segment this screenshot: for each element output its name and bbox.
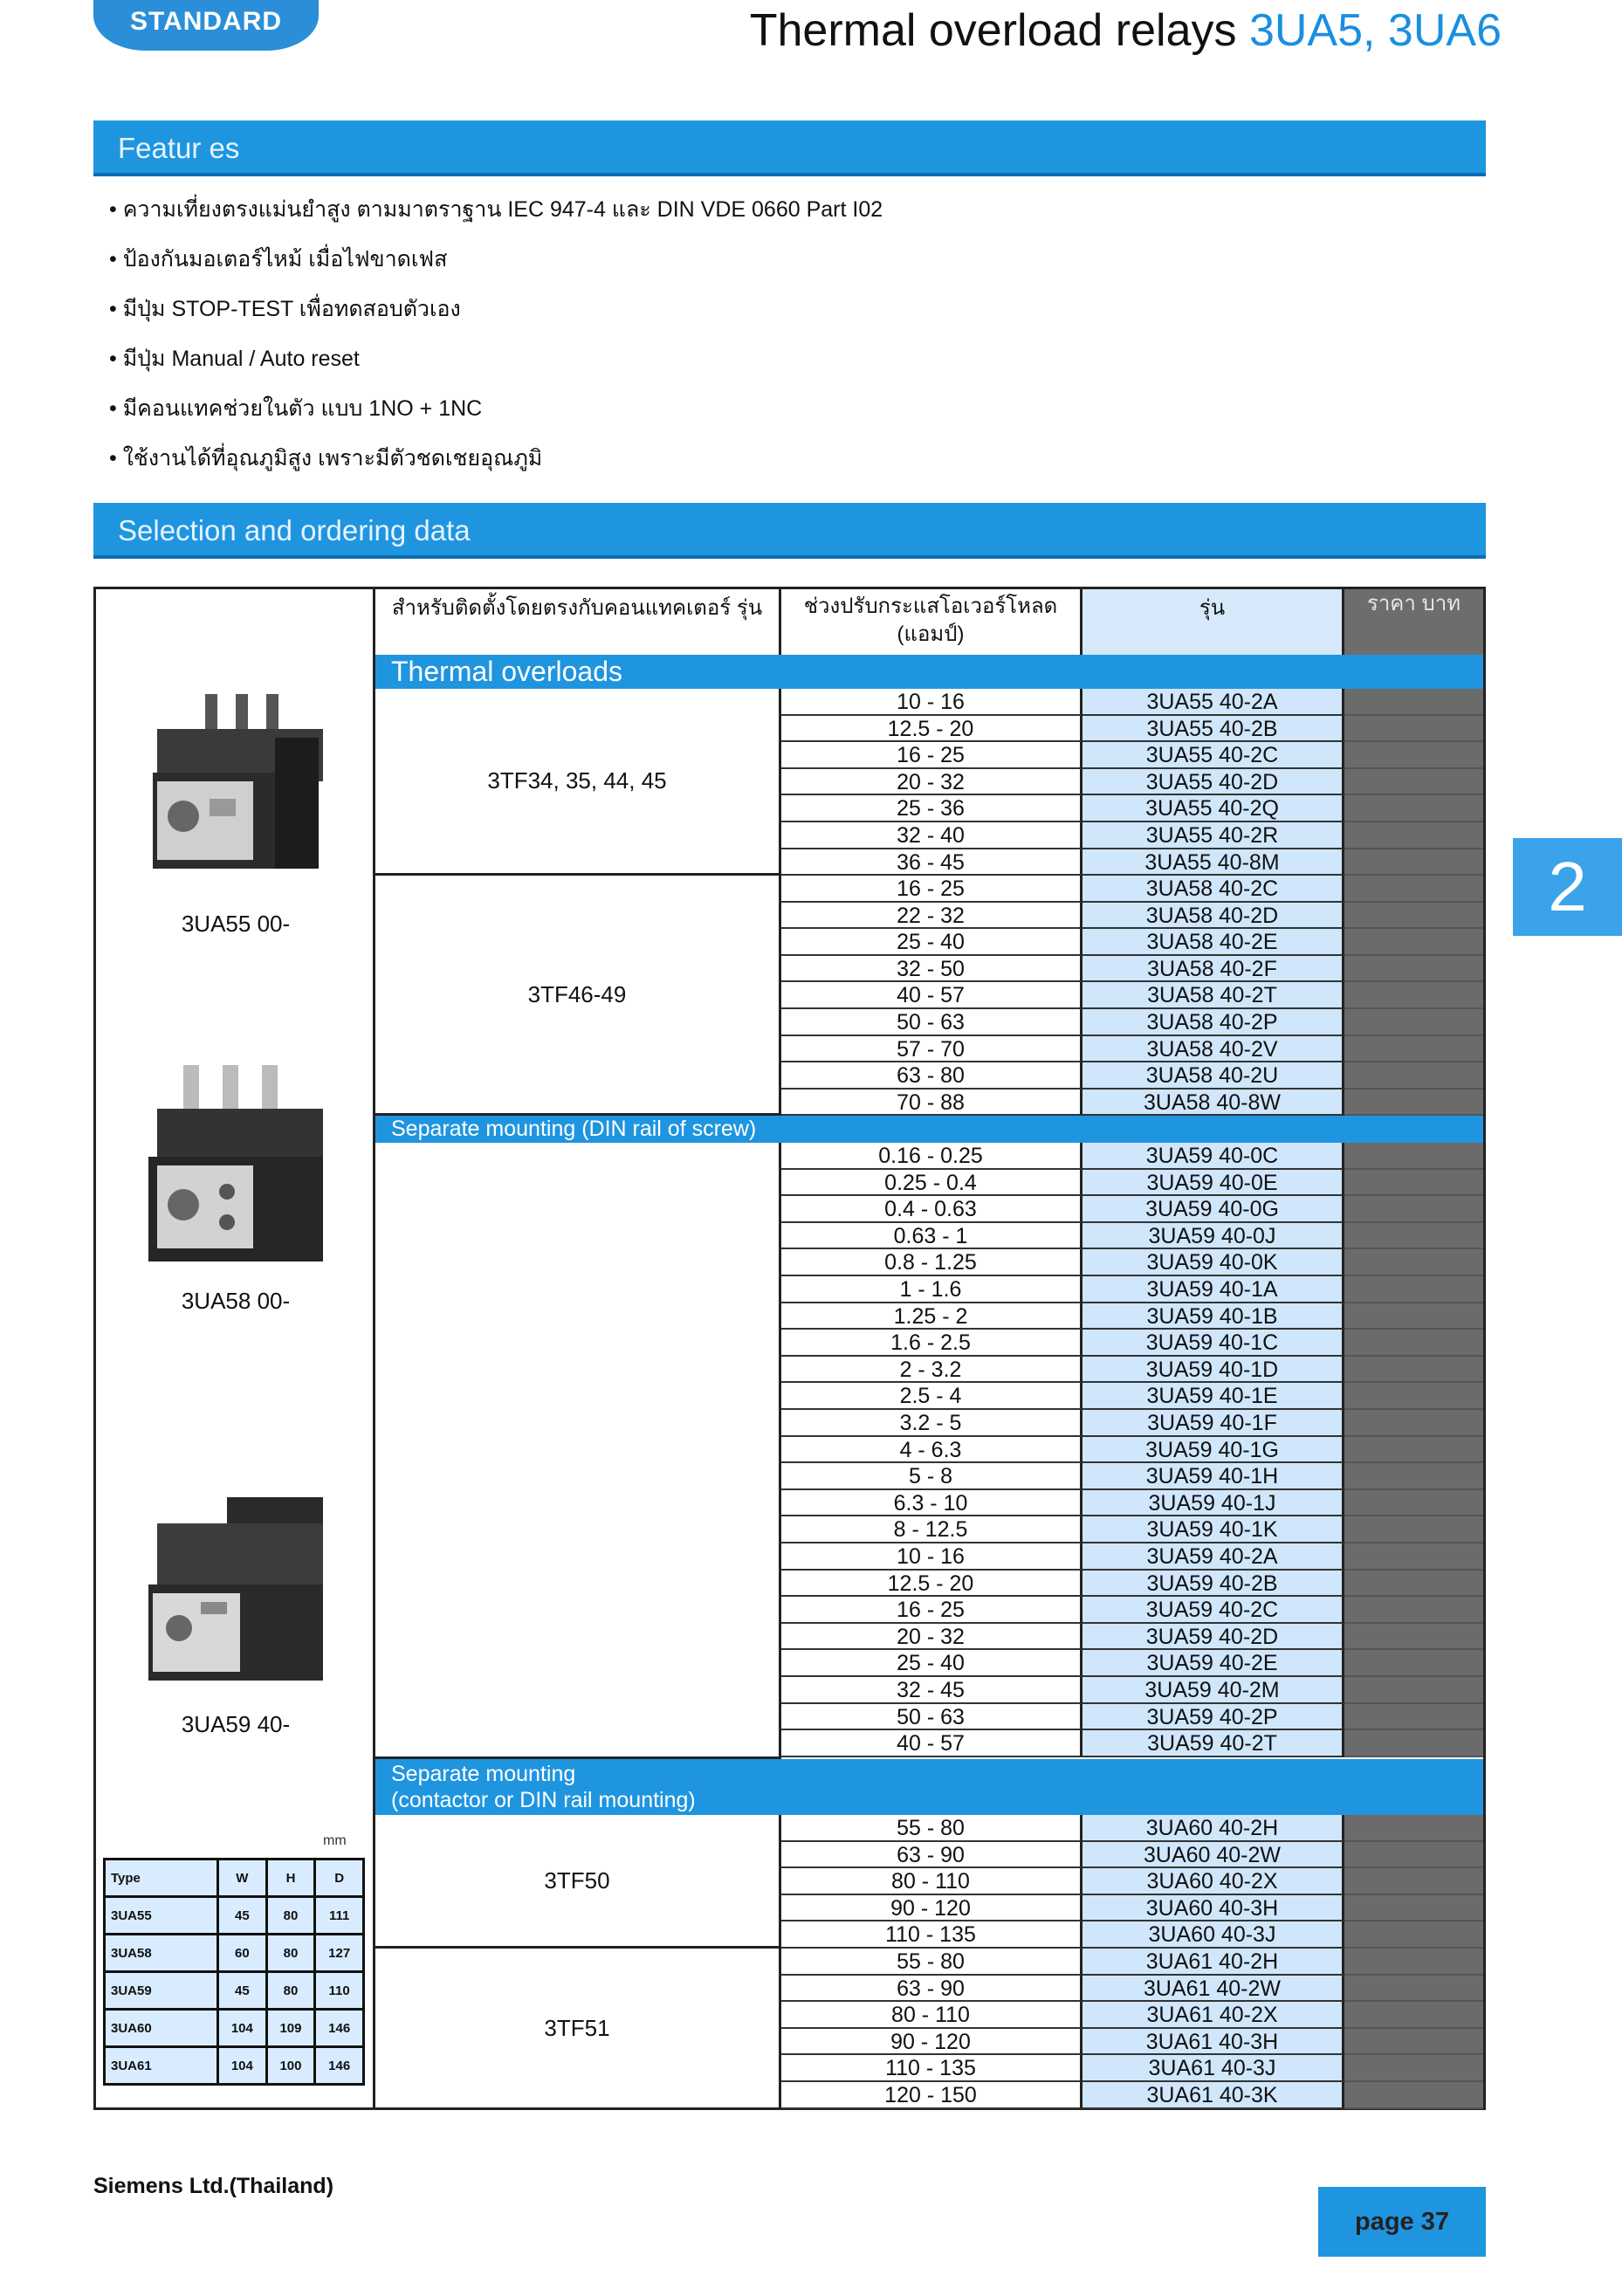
order-number-cell: 3UA58 40-2D [1082, 903, 1344, 930]
price-cell [1344, 1009, 1483, 1036]
price-cell [1344, 1249, 1483, 1276]
order-number-cell: 3UA59 40-2E [1082, 1650, 1344, 1677]
current-range-cell: 1.6 - 2.5 [781, 1330, 1082, 1357]
table-row [781, 689, 1483, 716]
table-row [781, 1976, 1483, 2003]
current-range-cell: 2.5 - 4 [781, 1383, 1082, 1410]
current-range-cell: 1 - 1.6 [781, 1276, 1082, 1303]
order-number-cell: 3UA59 40-1F [1082, 1410, 1344, 1437]
price-cell [1344, 876, 1483, 903]
contactor-group: 3TF51 [375, 1949, 781, 2107]
price-cell [1344, 1949, 1483, 1976]
table-row [781, 1036, 1483, 1063]
price-cell [1344, 1383, 1483, 1410]
dim-cell: 3UA58 [105, 1935, 218, 1972]
price-cell [1344, 742, 1483, 769]
current-range-cell: 16 - 25 [781, 1597, 1082, 1624]
table-row [781, 1730, 1483, 1757]
table-row [781, 1143, 1483, 1170]
section-separate-mounting-din: Separate mounting (DIN rail of screw) [375, 1116, 1483, 1143]
table-row [781, 1062, 1483, 1090]
table-row [781, 1223, 1483, 1250]
dimension-row [105, 2047, 364, 2085]
table-row [781, 1383, 1483, 1410]
price-cell [1344, 1223, 1483, 1250]
current-range-cell: 8 - 12.5 [781, 1516, 1082, 1543]
price-cell [1344, 1571, 1483, 1598]
order-number-cell: 3UA59 40-1K [1082, 1516, 1344, 1543]
dim-cell: 100 [266, 2047, 315, 2085]
header-price: ราคา บาท [1344, 589, 1483, 655]
order-number-cell: 3UA55 40-2D [1082, 769, 1344, 796]
current-range-cell: 90 - 120 [781, 1895, 1082, 1922]
order-number-cell: 3UA60 40-3J [1082, 1921, 1344, 1949]
order-number-cell: 3UA61 40-3K [1082, 2082, 1344, 2109]
order-number-cell: 3UA59 40-1D [1082, 1357, 1344, 1384]
price-cell [1344, 1677, 1483, 1704]
order-number-cell: 3UA59 40-0J [1082, 1223, 1344, 1250]
table-row [781, 1516, 1483, 1543]
table-row [781, 1842, 1483, 1869]
section-line: (contactor or DIN rail mounting) [391, 1788, 696, 1812]
dim-cell: 45 [218, 1897, 267, 1935]
current-range-cell: 63 - 90 [781, 1842, 1082, 1869]
price-cell [1344, 1303, 1483, 1330]
price-cell [1344, 956, 1483, 983]
table-row [781, 903, 1483, 930]
price-cell [1344, 1895, 1483, 1922]
dim-cell: 109 [266, 2010, 315, 2047]
dim-cell: 80 [266, 1935, 315, 1972]
price-cell [1344, 1650, 1483, 1677]
table-row [781, 1650, 1483, 1677]
dim-header-cell: H [266, 1859, 315, 1897]
order-number-cell: 3UA55 40-2C [1082, 742, 1344, 769]
dimension-row [105, 1972, 364, 2010]
price-cell [1344, 1196, 1483, 1223]
chapter-tab: 2 [1513, 838, 1622, 936]
table-row [781, 1815, 1483, 1842]
order-number-cell: 3UA60 40-2W [1082, 1842, 1344, 1869]
dim-cell: 45 [218, 1972, 267, 2010]
order-number-cell: 3UA61 40-2W [1082, 1976, 1344, 2003]
order-number-cell: 3UA58 40-8W [1082, 1090, 1344, 1117]
features-bar: Featur es [93, 120, 1486, 176]
title-text: Thermal overload relays [749, 5, 1249, 56]
price-cell [1344, 1330, 1483, 1357]
price-cell [1344, 1921, 1483, 1949]
current-range-cell: 55 - 80 [781, 1815, 1082, 1842]
current-range-cell: 20 - 32 [781, 1624, 1082, 1651]
current-range-cell: 57 - 70 [781, 1036, 1082, 1063]
price-cell [1344, 929, 1483, 956]
order-number-cell: 3UA60 40-2H [1082, 1815, 1344, 1842]
feature-item: • ใช้งานได้ที่อุณภูมิสูง เพราะมีตัวชดเชยอุณภูมิ [109, 439, 982, 489]
price-cell [1344, 2029, 1483, 2056]
table-row [781, 1249, 1483, 1276]
page-title [690, 2, 1502, 63]
price-cell [1344, 1490, 1483, 1517]
price-cell [1344, 1410, 1483, 1437]
table-row [781, 1196, 1483, 1223]
current-range-cell: 2 - 3.2 [781, 1357, 1082, 1384]
order-number-cell: 3UA59 40-1C [1082, 1330, 1344, 1357]
price-cell [1344, 1276, 1483, 1303]
order-number-cell: 3UA59 40-1J [1082, 1490, 1344, 1517]
current-range-cell: 10 - 16 [781, 689, 1082, 716]
dimension-header-row [105, 1859, 364, 1897]
table-row [781, 1921, 1483, 1949]
current-range-cell: 1.25 - 2 [781, 1303, 1082, 1330]
price-cell [1344, 1463, 1483, 1490]
price-cell [1344, 1543, 1483, 1571]
order-number-cell: 3UA59 40-0K [1082, 1249, 1344, 1276]
relay-3ua55-image [122, 685, 340, 886]
price-cell [1344, 769, 1483, 796]
price-cell [1344, 2002, 1483, 2029]
table-row [781, 742, 1483, 769]
current-range-cell: 16 - 25 [781, 876, 1082, 903]
order-number-cell: 3UA60 40-3H [1082, 1895, 1344, 1922]
dim-cell: 110 [315, 1972, 364, 2010]
dimension-table [103, 1858, 365, 2086]
product-label: 3UA58 00- [181, 1288, 291, 1314]
feature-item: • มีปุ่ม Manual / Auto reset [109, 340, 982, 389]
price-cell [1344, 2055, 1483, 2082]
table-row [781, 1437, 1483, 1464]
feature-item: • มีปุ่ม STOP-TEST เพื่อทดสอบตัวเอง [109, 290, 982, 340]
price-cell [1344, 1842, 1483, 1869]
order-number-cell: 3UA59 40-0G [1082, 1196, 1344, 1223]
header-model: รุ่น [1082, 589, 1344, 655]
current-range-cell: 32 - 45 [781, 1677, 1082, 1704]
price-cell [1344, 1437, 1483, 1464]
order-number-cell: 3UA58 40-2E [1082, 929, 1344, 956]
current-range-cell: 12.5 - 20 [781, 716, 1082, 743]
standard-badge: STANDARD [93, 0, 319, 51]
dimension-row [105, 1897, 364, 1935]
order-number-cell: 3UA58 40-2U [1082, 1062, 1344, 1090]
contactor-group: 3TF34, 35, 44, 45 [375, 689, 781, 876]
current-range-cell: 0.16 - 0.25 [781, 1143, 1082, 1170]
price-cell [1344, 1704, 1483, 1731]
page-number: page 37 [1318, 2187, 1486, 2257]
current-range-cell: 63 - 80 [781, 1062, 1082, 1090]
current-range-cell: 16 - 25 [781, 742, 1082, 769]
contactor-group [375, 1143, 781, 1759]
order-number-cell: 3UA59 40-2B [1082, 1571, 1344, 1598]
order-number-cell: 3UA59 40-2A [1082, 1543, 1344, 1571]
price-cell [1344, 1597, 1483, 1624]
order-number-cell: 3UA59 40-1E [1082, 1383, 1344, 1410]
order-number-cell: 3UA58 40-2T [1082, 982, 1344, 1009]
price-cell [1344, 1815, 1483, 1842]
current-range-cell: 50 - 63 [781, 1704, 1082, 1731]
price-cell [1344, 1516, 1483, 1543]
header-range: ช่วงปรับกระแสโอเวอร์โหลด (แอมป์) [781, 589, 1082, 655]
price-cell [1344, 689, 1483, 716]
current-range-cell: 110 - 135 [781, 1921, 1082, 1949]
title-models: 3UA5, 3UA6 [1248, 5, 1502, 56]
contactor-group: 3TF46-49 [375, 876, 781, 1116]
order-number-cell: 3UA61 40-3H [1082, 2029, 1344, 2056]
current-range-cell: 12.5 - 20 [781, 1571, 1082, 1598]
order-number-cell: 3UA55 40-8M [1082, 849, 1344, 876]
section-separate-mounting-contactor [375, 1759, 1483, 1815]
price-cell [1344, 1730, 1483, 1757]
order-number-cell: 3UA59 40-1A [1082, 1276, 1344, 1303]
order-number-cell: 3UA55 40-2B [1082, 716, 1344, 743]
table-row [781, 795, 1483, 822]
price-cell [1344, 903, 1483, 930]
order-number-cell: 3UA59 40-1B [1082, 1303, 1344, 1330]
table-row [781, 1677, 1483, 1704]
table-row [781, 956, 1483, 983]
dim-cell: 3UA59 [105, 1972, 218, 2010]
current-range-cell: 6.3 - 10 [781, 1490, 1082, 1517]
current-range-cell: 0.25 - 0.4 [781, 1170, 1082, 1197]
order-number-cell: 3UA58 40-2F [1082, 956, 1344, 983]
price-cell [1344, 982, 1483, 1009]
price-cell [1344, 795, 1483, 822]
dim-header-cell: D [315, 1859, 364, 1897]
current-range-cell: 22 - 32 [781, 903, 1082, 930]
order-number-cell: 3UA58 40-2V [1082, 1036, 1344, 1063]
table-row [781, 1276, 1483, 1303]
table-row [781, 2082, 1483, 2109]
dim-cell: 3UA61 [105, 2047, 218, 2085]
dimension-row [105, 2010, 364, 2047]
current-range-cell: 55 - 80 [781, 1949, 1082, 1976]
table-row [781, 1571, 1483, 1598]
order-number-cell: 3UA58 40-2C [1082, 876, 1344, 903]
order-number-cell: 3UA58 40-2P [1082, 1009, 1344, 1036]
price-cell [1344, 1170, 1483, 1197]
table-row [781, 2002, 1483, 2029]
order-number-cell: 3UA59 40-1G [1082, 1437, 1344, 1464]
table-row [781, 1597, 1483, 1624]
order-number-cell: 3UA59 40-0E [1082, 1170, 1344, 1197]
table-row [781, 1090, 1483, 1117]
current-range-cell: 25 - 36 [781, 795, 1082, 822]
dim-cell: 3UA60 [105, 2010, 218, 2047]
table-row [781, 1895, 1483, 1922]
current-range-cell: 25 - 40 [781, 929, 1082, 956]
table-row [781, 1463, 1483, 1490]
dim-header-cell: W [218, 1859, 267, 1897]
price-cell [1344, 822, 1483, 849]
feature-item: • ความเที่ยงตรงแม่นยำสูง ตามมาตราฐาน IEC 947-4 และ DIN VDE 0660 Part I02 [109, 190, 982, 240]
current-range-cell: 90 - 120 [781, 2029, 1082, 2056]
current-range-cell: 63 - 90 [781, 1976, 1082, 2003]
current-range-cell: 36 - 45 [781, 849, 1082, 876]
order-number-cell: 3UA59 40-2T [1082, 1730, 1344, 1757]
order-number-cell: 3UA60 40-2X [1082, 1868, 1344, 1895]
table-row [781, 1330, 1483, 1357]
section-line: Separate mounting [391, 1762, 576, 1786]
table-row [781, 1704, 1483, 1731]
feature-item: • ป้องกันมอเตอร์ไหม้ เมื่อไฟขาดเฟส [109, 240, 982, 290]
dim-cell: 60 [218, 1935, 267, 1972]
selection-bar: Selection and ordering data [93, 503, 1486, 559]
current-range-cell: 80 - 110 [781, 2002, 1082, 2029]
current-range-cell: 32 - 50 [781, 956, 1082, 983]
order-number-cell: 3UA59 40-1H [1082, 1463, 1344, 1490]
footer-company: Siemens Ltd.(Thailand) [93, 2174, 334, 2198]
price-cell [1344, 1036, 1483, 1063]
features-list [109, 190, 982, 489]
current-range-cell: 0.8 - 1.25 [781, 1249, 1082, 1276]
order-number-cell: 3UA59 40-2M [1082, 1677, 1344, 1704]
feature-item: • มีคอนแทคช่วยในตัว แบบ 1NO + 1NC [109, 389, 982, 439]
current-range-cell: 40 - 57 [781, 1730, 1082, 1757]
table-row [781, 716, 1483, 743]
price-cell [1344, 849, 1483, 876]
current-range-cell: 3.2 - 5 [781, 1410, 1082, 1437]
table-row [781, 929, 1483, 956]
table-row [781, 1357, 1483, 1384]
order-number-cell: 3UA59 40-2D [1082, 1624, 1344, 1651]
current-range-cell: 4 - 6.3 [781, 1437, 1082, 1464]
dim-cell: 127 [315, 1935, 364, 1972]
table-row [781, 1170, 1483, 1197]
price-cell [1344, 1624, 1483, 1651]
dimension-row [105, 1935, 364, 1972]
table-row [781, 1949, 1483, 1976]
current-range-cell: 40 - 57 [781, 982, 1082, 1009]
table-row [781, 1624, 1483, 1651]
price-cell [1344, 1090, 1483, 1117]
price-cell [1344, 1357, 1483, 1384]
table-row [781, 769, 1483, 796]
relay-3ua58-image [122, 1061, 340, 1270]
dim-cell: 146 [315, 2010, 364, 2047]
current-range-cell: 25 - 40 [781, 1650, 1082, 1677]
table-row [781, 1009, 1483, 1036]
order-number-cell: 3UA55 40-2R [1082, 822, 1344, 849]
order-number-cell: 3UA55 40-2A [1082, 689, 1344, 716]
table-row [781, 1868, 1483, 1895]
dim-cell: 111 [315, 1897, 364, 1935]
order-number-cell: 3UA59 40-2C [1082, 1597, 1344, 1624]
product-label: 3UA59 40- [181, 1711, 291, 1737]
table-row [781, 1410, 1483, 1437]
current-range-cell: 0.4 - 0.63 [781, 1196, 1082, 1223]
table-row [781, 2029, 1483, 2056]
table-row [781, 849, 1483, 876]
current-range-cell: 80 - 110 [781, 1868, 1082, 1895]
current-range-cell: 32 - 40 [781, 822, 1082, 849]
price-cell [1344, 1062, 1483, 1090]
order-number-cell: 3UA59 40-0C [1082, 1143, 1344, 1170]
header-mount: สำหรับติดตั้งโดยตรงกับคอนแทคเตอร์ รุ่น [375, 589, 781, 655]
order-number-cell: 3UA61 40-2H [1082, 1949, 1344, 1976]
price-cell [1344, 1976, 1483, 2003]
order-number-cell: 3UA59 40-2P [1082, 1704, 1344, 1731]
current-range-cell: 120 - 150 [781, 2082, 1082, 2109]
dim-cell: 80 [266, 1972, 315, 2010]
price-cell [1344, 1868, 1483, 1895]
current-range-cell: 20 - 32 [781, 769, 1082, 796]
current-range-cell: 0.63 - 1 [781, 1223, 1082, 1250]
dimension-unit: mm [323, 1833, 347, 1848]
current-range-cell: 5 - 8 [781, 1463, 1082, 1490]
table-row [781, 2055, 1483, 2082]
section-thermal-overloads: Thermal overloads [375, 655, 1483, 689]
current-range-cell: 50 - 63 [781, 1009, 1082, 1036]
price-cell [1344, 1143, 1483, 1170]
current-range-cell: 70 - 88 [781, 1090, 1082, 1117]
order-number-cell: 3UA61 40-2X [1082, 2002, 1344, 2029]
dim-header-cell: Type [105, 1859, 218, 1897]
relay-3ua59-image [131, 1488, 340, 1689]
order-number-cell: 3UA55 40-2Q [1082, 795, 1344, 822]
table-row [781, 1543, 1483, 1571]
table-row [781, 876, 1483, 903]
dim-cell: 104 [218, 2047, 267, 2085]
table-row [781, 982, 1483, 1009]
price-cell [1344, 2082, 1483, 2109]
table-row [781, 822, 1483, 849]
dim-cell: 146 [315, 2047, 364, 2085]
current-range-cell: 10 - 16 [781, 1543, 1082, 1571]
dim-cell: 80 [266, 1897, 315, 1935]
dim-cell: 104 [218, 2010, 267, 2047]
product-label: 3UA55 00- [181, 911, 291, 937]
dim-cell: 3UA55 [105, 1897, 218, 1935]
contactor-group: 3TF50 [375, 1815, 781, 1949]
table-row [781, 1490, 1483, 1517]
order-number-cell: 3UA61 40-3J [1082, 2055, 1344, 2082]
current-range-cell: 110 - 135 [781, 2055, 1082, 2082]
table-row [781, 1303, 1483, 1330]
price-cell [1344, 716, 1483, 743]
